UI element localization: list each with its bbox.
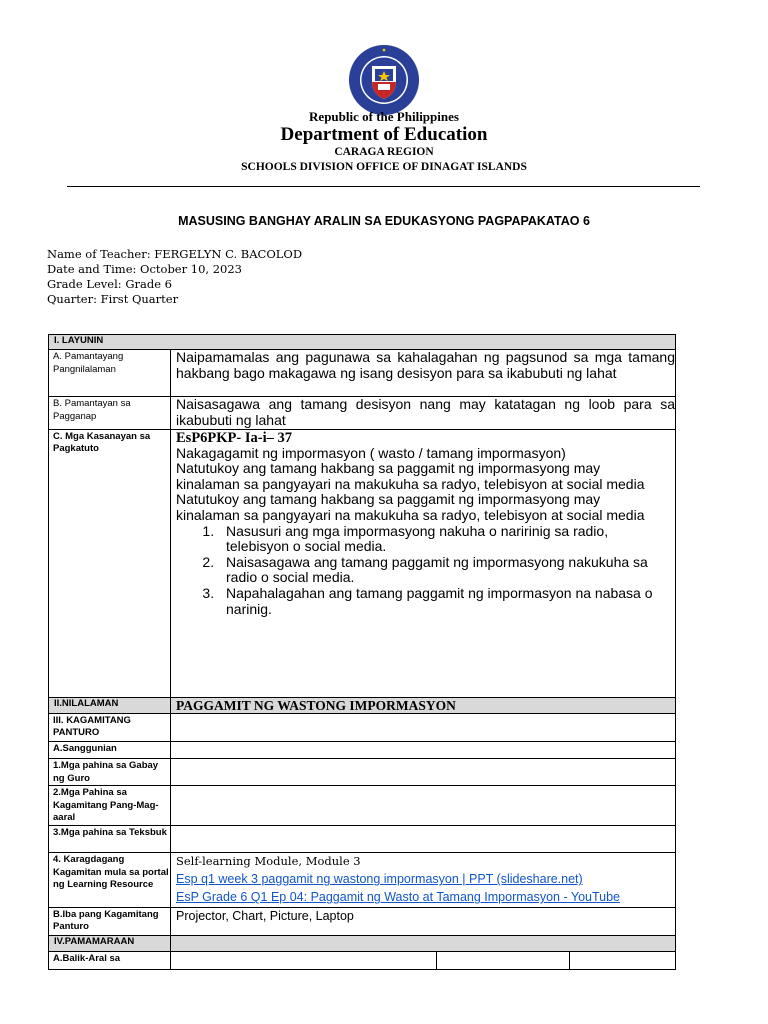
lesson-topic: PAGGAMIT NG WASTONG IMPORMASYON (171, 697, 676, 713)
row-label-teksbuk: 3.Mga pahina sa Teksbuk (49, 826, 171, 853)
date-time: Date and Time: October 10, 2023 (47, 262, 242, 276)
list-item: 2. Naisasagawa ang tamang paggamit ng impormasyong nakukuha sa radio o social media. (218, 555, 675, 586)
table-row (49, 759, 676, 786)
table-row (49, 951, 676, 969)
row-label-iba-pang-kagamitan: B.Iba pang Kagamitang Panturo (49, 907, 171, 935)
competency-line: Nakagagamit ng impormasyon ( wasto / tamang impormasyon) (176, 444, 566, 461)
pamantayan-sa-pagganap-text: Naisasagawa ang tamang desisyon nang may katatagan ng loob para sa ikabubuti ng lahat (171, 397, 676, 429)
region-line: CARAGA REGION (334, 146, 434, 158)
table-row (49, 397, 676, 429)
section-heading-nilalaman: II.NILALAMAN (49, 697, 171, 713)
competency-code: EsP6PKP- Ia-i– 37 (176, 429, 292, 446)
row-label-pamantayang-pangnilalaman: A. Pamantayang Pangnilalaman (49, 350, 171, 397)
kasanayan-content (171, 429, 676, 697)
empty-cell (171, 786, 676, 826)
subcell (171, 952, 437, 969)
karagdagang-kagamitan-content (171, 853, 676, 907)
module-reference: Self-learning Module, Module 3 (176, 854, 361, 869)
empty-cell (171, 713, 676, 741)
balik-aral-subcells (171, 951, 676, 969)
row-label-pamantayan-sa-pagganap: B. Pamantayan sa Pagganap (49, 397, 171, 429)
subcell (437, 952, 570, 969)
competency-line: kinalaman sa pangyayari na makukuha sa radyo, telebisyon at social media (176, 475, 645, 492)
deped-seal-logo (348, 44, 420, 116)
competency-line: Natutukoy ang tamang hakbang sa paggamit ng impormasyong may (176, 491, 601, 508)
department-title: Department of Education (280, 124, 488, 145)
other-materials-text: Projector, Chart, Picture, Laptop (171, 907, 676, 935)
table-row (49, 786, 676, 826)
list-item: 3. Napahalagahan ang tamang paggamit ng impormasyon na nabasa o narinig. (218, 586, 675, 617)
header-divider (67, 186, 700, 187)
quarter: Quarter: First Quarter (47, 292, 179, 306)
row-label-balik-aral: A.Balik-Aral sa (49, 951, 171, 969)
competency-line: Natutukoy ang tamang hakbang sa paggamit ng impormasyong may (176, 460, 601, 477)
row-label-kagamitang-mag-aaral: 2.Mga Pahina sa Kagamitang Pang-Mag-aaral (49, 786, 171, 826)
row-label-sanggunian: A.Sanggunian (49, 741, 171, 758)
document-title: MASUSING BANGHAY ARALIN SA EDUKASYONG PAGPAPAKATAO 6 (178, 214, 590, 228)
table-row (49, 826, 676, 853)
lesson-plan-table (48, 334, 676, 970)
table-row (49, 713, 676, 741)
republic-line: Republic of the Philippines (309, 109, 459, 124)
competency-line: kinalaman sa pangyayari na makukuha sa radyo, telebisyon at social media (176, 506, 645, 523)
empty-cell (171, 741, 676, 758)
youtube-link[interactable]: EsP Grade 6 Q1 Ep 04: Paggamit ng Wasto at Tamang Impormasyon - YouTube (176, 890, 621, 905)
empty-cell (171, 826, 676, 853)
section-row-nilalaman (49, 697, 676, 713)
row-label-kasanayan: C. Mga Kasanayan sa Pagkatuto (49, 429, 171, 697)
row-label-gabay-ng-guro: 1.Mga pahina sa Gabay ng Guro (49, 759, 171, 786)
section-heading-layunin: I. LAYUNIN (49, 335, 676, 350)
teacher-name: Name of Teacher: FERGELYN C. BACOLOD (47, 247, 303, 261)
subcell-group (171, 952, 675, 969)
grade-level: Grade Level: Grade 6 (47, 277, 172, 291)
table-row (49, 429, 676, 697)
section-heading-pamamaraan: IV.PAMAMARAAN (49, 935, 171, 951)
list-item: 1. Nasusuri ang mga impormasyong nakuha o naririnig sa radio, telebisyon o social media. (218, 524, 675, 555)
division-line: SCHOOLS DIVISION OFFICE OF DINAGAT ISLANDS (241, 161, 527, 173)
section-row-pamamaraan (49, 935, 676, 951)
table-row (49, 350, 676, 397)
empty-cell (171, 935, 676, 951)
row-label-kagamitang-panturo: III. KAGAMITANG PANTURO (49, 713, 171, 741)
objectives-list (176, 524, 675, 618)
table-row (49, 741, 676, 758)
table-row (49, 907, 676, 935)
pamantayang-pangnilalaman-text: Naipamamalas ang pagunawa sa kahalagahan ng pagsunod sa mga tamang hakbang bago makagawa ng isang desisyon para sa ikabubuti ng lahat (171, 350, 676, 397)
row-label-karagdagang-kagamitan: 4. Karagdagang Kagamitan mula sa portal ng Learning Resource (49, 853, 171, 907)
section-row-layunin (49, 335, 676, 350)
slideshare-link[interactable]: Esp q1 week 3 paggamit ng wastong impormasyon | PPT (slideshare.net) (176, 872, 583, 887)
table-row (49, 853, 676, 907)
empty-cell (171, 759, 676, 786)
